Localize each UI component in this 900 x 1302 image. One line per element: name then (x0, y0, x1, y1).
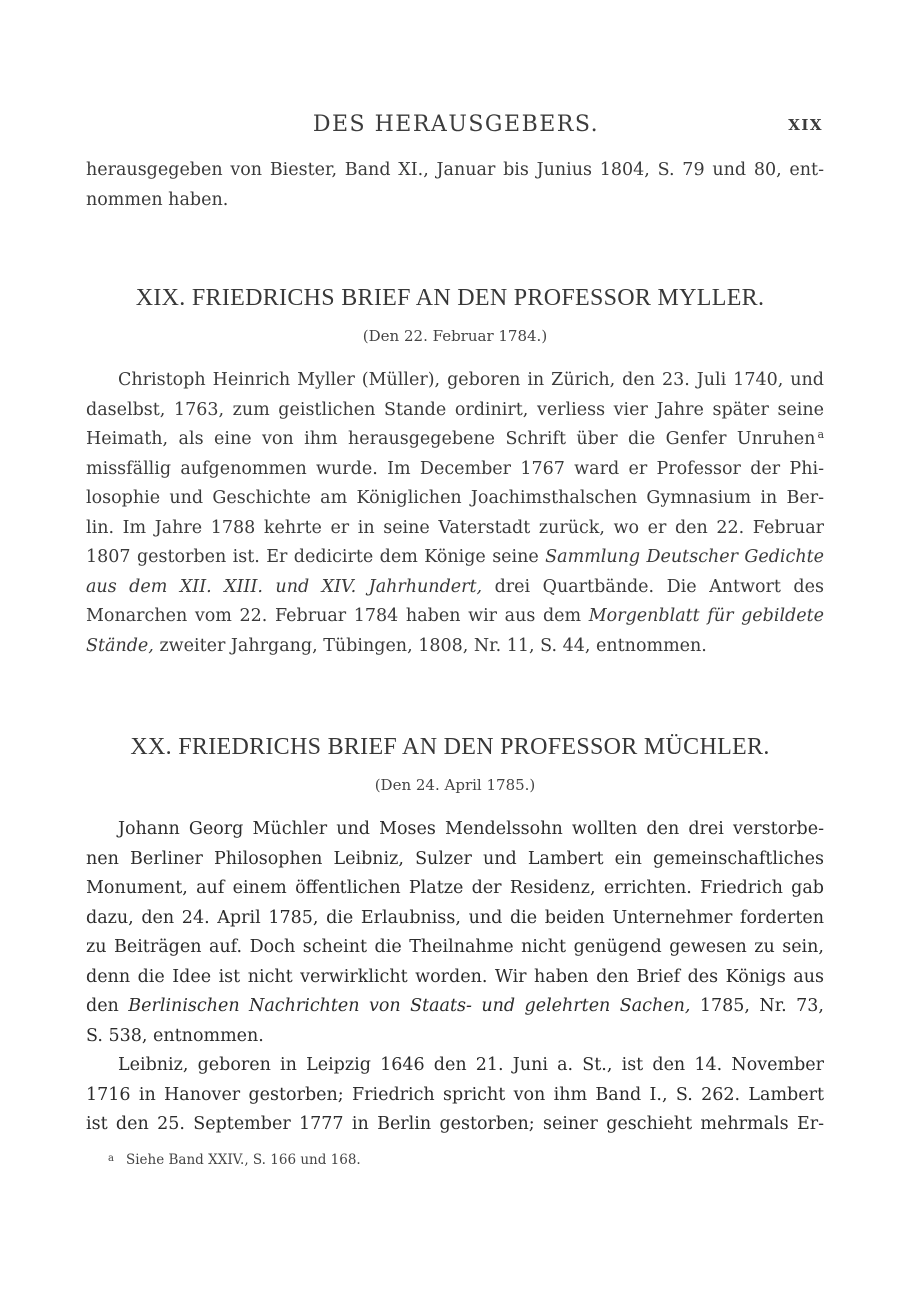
work-title: Berlinischen Nachrichten von Staats- und gelehrten Sachen, (128, 996, 691, 1016)
text-line: denn die Idee ist nicht verwirklicht worden. Wir haben den Brief des Königs aus (86, 966, 824, 987)
line-text: Monarchen vom 22. Februar 1784 haben wir aus dem (86, 606, 582, 626)
text-line: lin. Im Jahre 1788 kehrte er in seine Vaterstadt zurück, wo er den 22. Februar (86, 517, 824, 538)
text-line (86, 573, 824, 603)
work-title: Morgenblatt für gebildete (588, 606, 824, 626)
footnote-reference[interactable]: a (817, 428, 824, 441)
line-text: drei Quartbände. Die Antwort des (494, 576, 824, 597)
section-date-xx: (Den 24. April 1785.) (374, 776, 536, 794)
line-text: den (86, 996, 119, 1016)
text-line: Christoph Heinrich Myller (Müller), geboren in Zürich, den 23. Juli 1740, und (118, 370, 824, 390)
text-line: S. 538, entnommen. (86, 1025, 264, 1046)
page-number: XIX (788, 116, 823, 134)
running-head (0, 112, 900, 142)
footnote (108, 1152, 361, 1168)
text-line: Johann Georg Müchler und Moses Mendelssohn wollten den drei verstorbe- (118, 819, 824, 839)
text-line: nommen haben. (86, 189, 229, 210)
text-line: daselbst, 1763, zum geistlichen Stande ordinirt, verliess vier Jahre später seine (86, 399, 824, 420)
text-line: 1716 in Hanover gestorben; Friedrich spricht von ihm Band I., S. 262. Lambert (86, 1084, 824, 1105)
work-title: Sammlung Deutscher Gedichte (545, 547, 824, 567)
text-line: nen Berliner Philosophen Leibniz, Sulzer und Lambert ein gemeinschaftliches (86, 848, 824, 869)
text-line: Leibniz, geboren in Leipzig 1646 den 21. Juni a. St., ist den 14. November (118, 1055, 824, 1075)
text-line: missfällig aufgenommen wurde. Im December 1767 ward er Professor der Phi- (86, 458, 824, 479)
text-line: losophie und Geschichte am Königlichen Joachimsthalschen Gymnasium in Ber- (86, 488, 824, 508)
work-title: Stände, (86, 635, 154, 656)
text-line (86, 992, 824, 1022)
text-line (86, 632, 824, 662)
footnote-mark: a (108, 1153, 114, 1164)
line-text: zweiter Jahrgang, Tübingen, 1808, Nr. 11, S. 44, entnommen. (159, 635, 707, 656)
work-title: aus dem XII. XIII. und XIV. Jahrhundert, (86, 576, 483, 597)
text-line: zu Beiträgen auf. Doch scheint die Theilnahme nicht genügend gewesen zu sein, (86, 937, 824, 957)
line-text: 1785, Nr. 73, (699, 996, 824, 1016)
footnote-text: Siehe Band XXIV., S. 166 und 168. (125, 1152, 361, 1168)
section-text-xix (86, 366, 824, 661)
text-line: herausgegeben von Biester, Band XI., Januar bis Junius 1804, S. 79 und 80, ent- (86, 160, 824, 180)
section-heading-xx: XX. FRIEDRICHS BRIEF AN DEN PROFESSOR MÜCHLER. (130, 734, 770, 760)
text-line (86, 425, 824, 455)
section-text-xx (86, 815, 824, 1140)
text-line (86, 543, 824, 573)
text-line: Monument, auf einem öffentlichen Platze der Residenz, errichten. Friedrich gab (86, 878, 824, 898)
text-line: dazu, den 24. April 1785, die Erlaubniss, und die beiden Unternehmer forderten (86, 907, 824, 928)
text-line: ist den 25. September 1777 in Berlin gestorben; seiner geschieht mehrmals Er- (86, 1114, 824, 1134)
continuation-paragraph (86, 156, 824, 215)
section-heading-xix: XIX. FRIEDRICHS BRIEF AN DEN PROFESSOR MYLLER. (135, 285, 765, 311)
section-date-xix: (Den 22. Februar 1784.) (362, 327, 548, 345)
line-text: Heimath, als eine von ihm herausgegebene Schrift über die Genfer Unruhen (86, 429, 816, 449)
running-title: DES HERAUSGEBERS. (312, 112, 600, 137)
text-line (86, 602, 824, 632)
line-text: 1807 gestorben ist. Er dedicirte dem Könige seine (86, 547, 539, 567)
